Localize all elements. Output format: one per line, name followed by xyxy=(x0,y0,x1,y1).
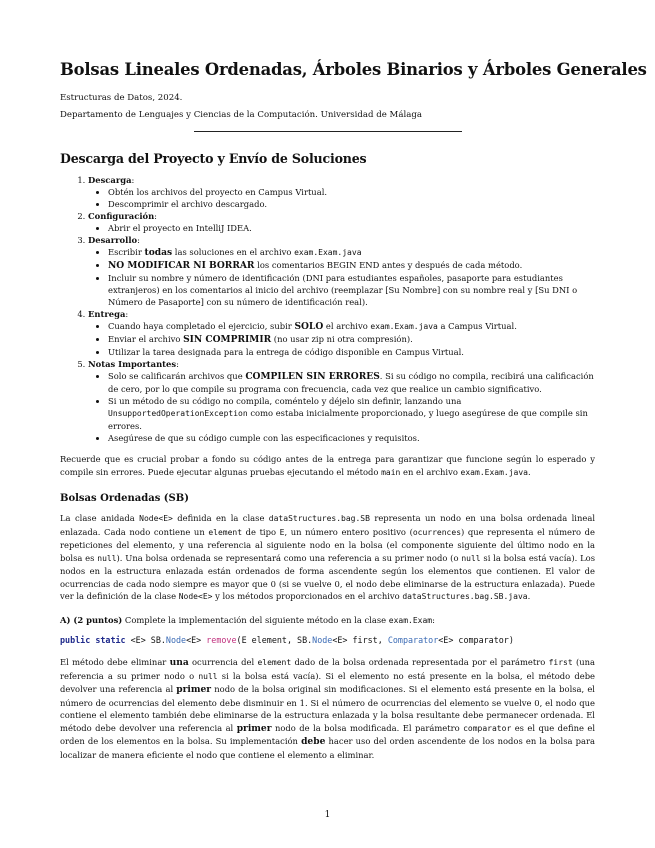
list-item: • Utilizar la tarea designada para la entrega de código disponible en Campus Virtual. xyxy=(108,346,595,358)
task-a-label: A) (2 puntos) xyxy=(60,614,123,625)
title-divider xyxy=(194,131,462,132)
step-configuration: 2. Configuración: • Abrir el proyecto en IntelliJ IDEA. xyxy=(88,210,595,234)
method-description: El método debe eliminar una ocurrencia del element dado de la bolsa ordenada representada por el parámetro first (una referencia a su primer nodo o null si la bolsa está vacía). Si el elemento no está presente en la bolsa, el método debe devolver una referencia al primer nodo de la bolsa original sin modificaciones. Si el elemento está presente en la bolsa, el número de ocurrencias del elemento debe disminuir en 1. Si el número de ocurrencias del elemento se vuelve 0, el nodo que contiene el elemento también debe eliminarse de la estructura enlazada y la bolsa resultante debe permanecer ordenada. El método debe devolver una referencia al primer nodo de la bolsa modificada. El parámetro comparator es el que define el orden de los elementos en la bolsa. Su implementación debe hacer uso del orden ascendente de los nodos en la bolsa para localizar de manera eficiente el nodo que contiene el elemento a eliminar. xyxy=(60,657,596,760)
list-item: • Descomprimir el archivo descargado. xyxy=(108,198,595,210)
step-label: Configuración xyxy=(88,211,155,221)
exception-name: UnsupportedOperationException xyxy=(108,409,248,418)
department-line: Departamento de Lenguajes y Ciencias de la Computación. Universidad de Málaga xyxy=(60,110,422,120)
filename: exam.Exam.java xyxy=(370,322,438,331)
step-delivery: 4. Entrega: • Cuando haya completado el ejercicio, subir SOLO el archivo exam.Exam.java a Campus Virtual. • Enviar el archivo SIN COMPRIMIR (no usar zip ni otra compresión). • Utilizar la tarea designada para la entrega de código disponible en Campus Virtual. xyxy=(88,308,595,358)
step-download: 1. Descarga: • Obtén los archivos del proyecto en Campus Virtual. • Descomprimir el archivo descargado. xyxy=(88,174,595,210)
list-item: • Obtén los archivos del proyecto en Campus Virtual. xyxy=(108,186,595,198)
step-label: Notas Importantes xyxy=(88,359,177,369)
list-item: • Asegúrese de que su código cumple con las especificaciones y requisitos. xyxy=(108,432,595,444)
document-title: Bolsas Lineales Ordenadas, Árboles Binarios y Árboles Generales xyxy=(60,60,647,79)
list-item: • Solo se calificarán archivos que COMPILEN SIN ERRORES. Si su código no compila, recibirá una calificación de cero, por lo que compile su programa con frecuencia, cada vez que realice un cambio significativo. xyxy=(108,370,595,395)
list-item: • Incluir su nombre y número de identificación (DNI para estudiantes españoles, pasaporte para estudiantes extranjeros) en los comentarios al inicio del archivo (reemplazar [Su Nombre] con su nombre real y [Su DNI o Número de Pasaporte] con su número de identificación real). xyxy=(108,272,595,308)
method-signature: public static <E> SB.Node<E> remove(E element, SB.Node<E> first, Comparator<E> comparator) xyxy=(60,635,514,645)
list-item: • Escribir todas las soluciones en el archivo exam.Exam.java xyxy=(108,246,595,259)
step-important-notes: 5. Notas Importantes: • Solo se calificarán archivos que COMPILEN SIN ERRORES. Si su código no compila, recibirá una calificación de cero, por lo que compile su programa con frecuencia, cada vez que realice un cambio significativo. • Si un método de su código no compila, coméntelo y déjelo sin definir, lanzando una UnsupportedOperationException como estaba inicialmente proporcionado, y luego asegúrese de que compile sin errores. • Asegúrese de que su código cumple con las especificaciones y requisitos. xyxy=(88,358,595,444)
list-item: • Abrir el proyecto en IntelliJ IDEA. xyxy=(108,222,595,234)
section-download-heading: Descarga del Proyecto y Envío de Soluciones xyxy=(60,151,367,166)
step-label: Desarrollo xyxy=(88,235,138,245)
section-sb-heading: Bolsas Ordenadas (SB) xyxy=(60,493,189,504)
page-number: 1 xyxy=(324,810,331,820)
list-item: • Cuando haya completado el ejercicio, subir SOLO el archivo exam.Exam.java a Campus Virtual. xyxy=(108,320,595,333)
sb-intro-paragraph: La clase anidada Node<E> definida en la clase dataStructures.bag.SB representa un nodo en una bolsa ordenada lineal enlazada. Cada nodo contiene un element de tipo E, un número entero positivo (ocurrences) que representa el número de repeticiones del elemento, y una referencia al siguiente nodo en la bolsa (el componente siguiente del último nodo en la bolsa es null). Una bolsa ordenada se representará como una referencia a su primer nodo (o null si la bolsa está vacía). Los nodos en la estructura enlazada están ordenados de forma ascendente según los elementos que contienen. El valor de ocurrencias de cada nodo siempre es mayor que 0 (si se vuelve 0, el nodo debe eliminarse de la estructura enlazada). Puede ver la definición de la clase Node<E> y los métodos proporcionados en el archivo dataStructures.bag.SB.java. xyxy=(60,513,596,601)
steps-list xyxy=(60,174,595,444)
document-subtitle: Estructuras de Datos, 2024. xyxy=(60,93,183,103)
step-development: 3. Desarrollo: • Escribir todas las soluciones en el archivo exam.Exam.java • NO MODIFICAR NI BORRAR los comentarios BEGIN END antes y después de cada método. • Incluir su nombre y número de identificación (DNI para estudiantes españoles, pasaporte para estudiantes extranjeros) en los comentarios al inicio del archivo (reemplazar [Su Nombre] con su nombre real y [Su DNI o Número de Pasaporte] con su número de identificación real). xyxy=(88,234,595,308)
step-label: Entrega xyxy=(88,309,126,319)
closing-paragraph: Recuerde que es crucial probar a fondo su código antes de la entrega para garantizar que funcione según lo esperado y compile sin errores. Puede ejecutar algunas pruebas ejecutando el método main en el archivo exam.Exam.java. xyxy=(60,454,595,477)
step-label: Descarga xyxy=(88,175,132,185)
task-a-line: A) (2 puntos) Complete la implementación del siguiente método en la clase exam.Exam: xyxy=(60,614,435,625)
list-item: • Enviar el archivo SIN COMPRIMIR (no usar zip ni otra compresión). xyxy=(108,333,595,346)
list-item: • NO MODIFICAR NI BORRAR los comentarios BEGIN END antes y después de cada método. xyxy=(108,259,595,272)
list-item: • Si un método de su código no compila, coméntelo y déjelo sin definir, lanzando una UnsupportedOperationException como estaba inicialmente proporcionado, y luego asegúrese de que compile sin errores. xyxy=(108,395,595,432)
filename: exam.Exam.java xyxy=(294,248,362,257)
